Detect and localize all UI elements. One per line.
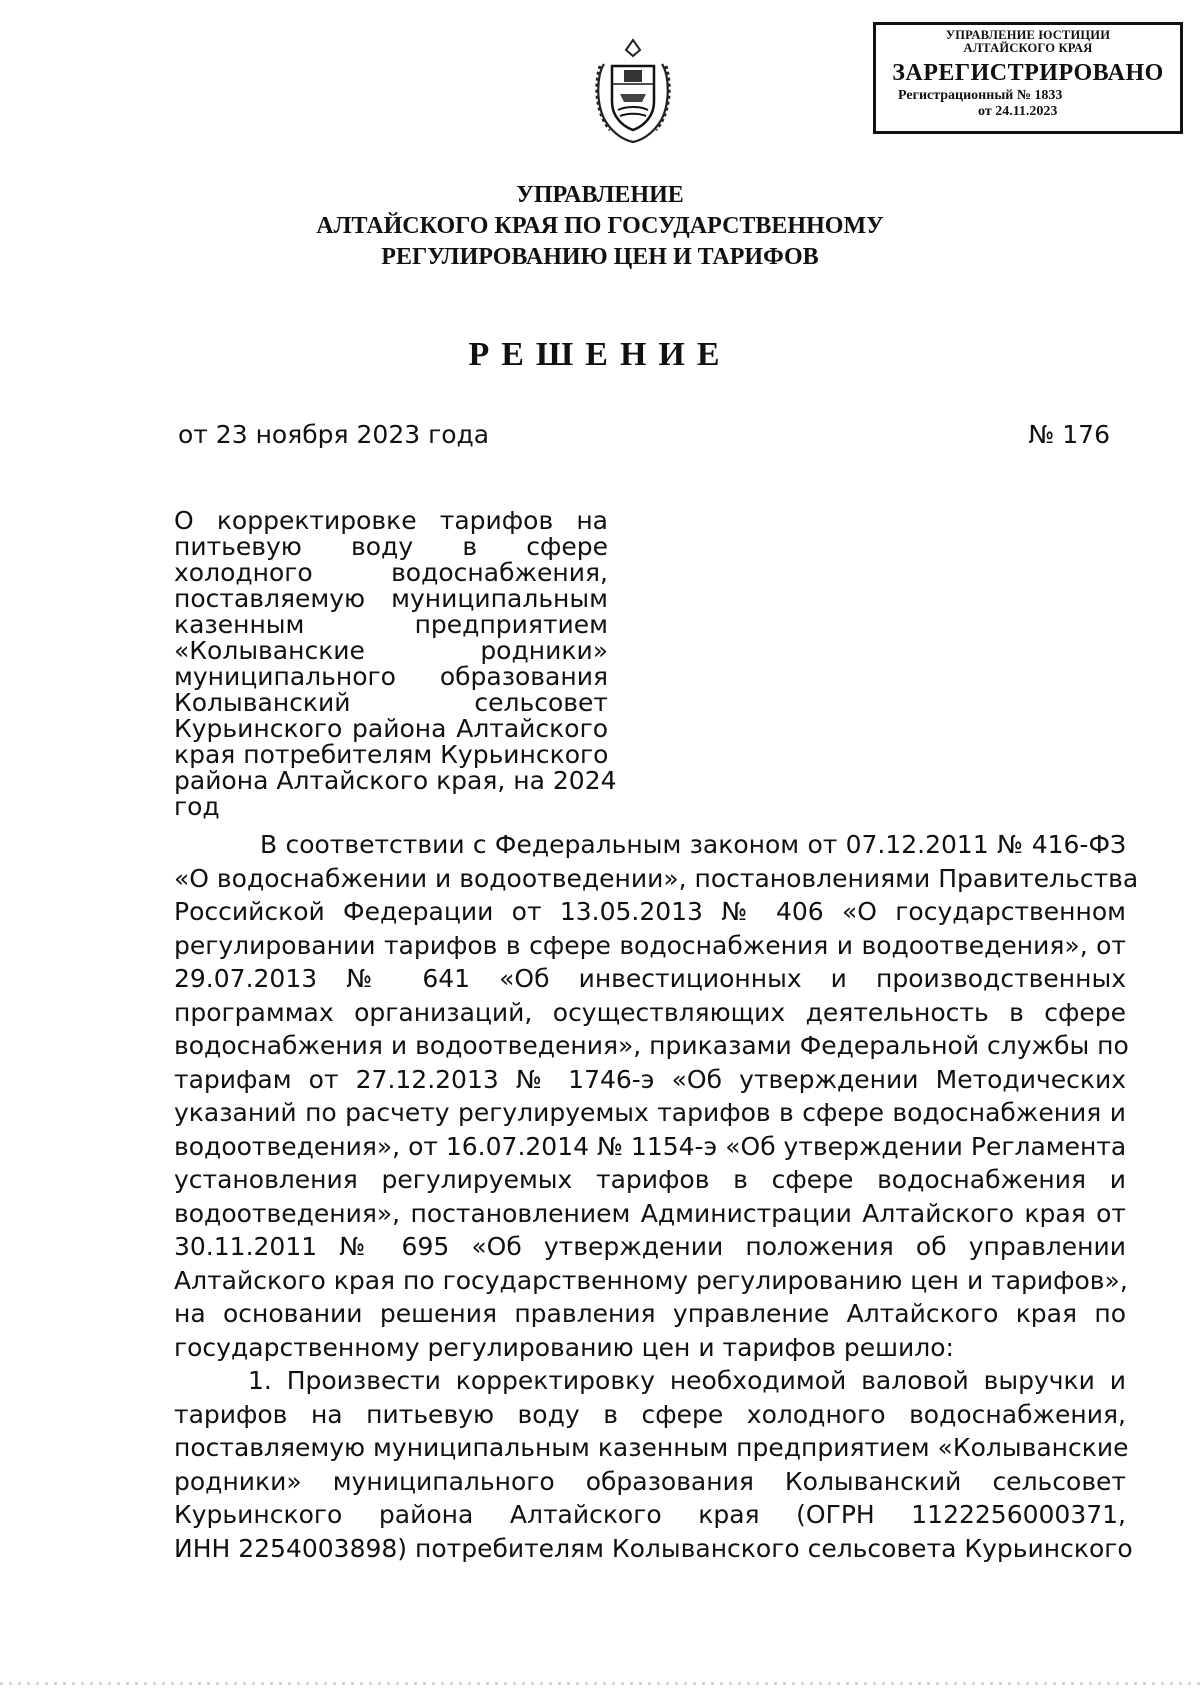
authority-name: [200, 180, 1000, 273]
body-line: родники» муниципального образования Колыванский сельсовет: [174, 1466, 1126, 1496]
subject-line: края потребителям Курьинского: [174, 740, 609, 769]
body-line: водоотведения», от 16.07.2014 № 1154-э «Об утверждении Регламента: [174, 1131, 1127, 1161]
body-line: тарифам от 27.12.2013 № 1746-э «Об утверждении Методических: [174, 1064, 1126, 1094]
body-line: «О водоснабжении и водоотведении», постановлениями Правительства: [174, 863, 1139, 893]
authority-line-3: РЕГУЛИРОВАНИЮ ЦЕН И ТАРИФОВ: [381, 244, 819, 270]
body-line: ИНН 2254003898) потребителям Колыванского сельсовета Курьинского: [174, 1533, 1133, 1563]
stamp-org-line-1: УПРАВЛЕНИЕ ЮСТИЦИИ: [945, 28, 1111, 42]
stamp-org-line-2: АЛТАЙСКОГО КРАЯ: [963, 41, 1093, 55]
subject-line: холодного водоснабжения,: [174, 558, 608, 587]
body-line: водоснабжения и водоотведения», приказами Федеральной службы по: [174, 1031, 1129, 1060]
body-line: 29.07.2013 № 641 «Об инвестиционных и производственных: [174, 964, 1126, 993]
stamp-title: ЗАРЕГИСТРИРОВАНО: [892, 60, 1164, 86]
subject-line: год: [174, 792, 220, 821]
subject-line: поставляемую муниципальным: [174, 584, 608, 613]
subject-line: «Колыванские родники»: [174, 636, 608, 665]
body-line: государственному регулированию цен и тарифов решило:: [174, 1332, 954, 1362]
body-line: поставляемую муниципальным казенным предприятием «Колыванские: [174, 1433, 1129, 1462]
registration-stamp: [873, 22, 1183, 134]
stamp-reg-number: Регистрационный № 1833: [898, 88, 1063, 103]
subject-line: О корректировке тарифов на: [174, 506, 608, 535]
subject-line: муниципального образования: [174, 662, 608, 691]
subject-line: района Алтайского края, на 2024: [174, 766, 617, 795]
coat-of-arms-emblem: [590, 36, 676, 146]
body-line: регулировании тарифов в сфере водоснабжения и водоотведения», от: [174, 930, 1126, 960]
body-line: Алтайского края по государственному регулированию цен и тарифов»,: [174, 1265, 1128, 1295]
document-number: № 176: [1028, 420, 1110, 449]
authority-line-1: УПРАВЛЕНИЕ: [516, 182, 684, 208]
subject-line: казенным предприятием: [174, 610, 608, 639]
document-type-heading: РЕШЕНИЕ: [468, 336, 732, 373]
body-line: указаний по расчету регулируемых тарифов в сфере водоснабжения и: [174, 1098, 1126, 1127]
document-body: [174, 828, 1139, 1565]
scan-edge-noise: [0, 1682, 1200, 1685]
document-date: от 23 ноября 2023 года: [178, 420, 490, 449]
subject-line: Курьинского района Алтайского: [174, 714, 608, 743]
subject-line: Колыванский сельсовет: [174, 688, 608, 717]
body-line: программах организаций, осуществляющих деятельность в сфере: [174, 997, 1126, 1027]
body-line: 1. Произвести корректировку необходимой валовой выручки и: [248, 1366, 1126, 1395]
subject-line: питьевую воду в сфере: [174, 532, 608, 561]
body-line: тарифов на питьевую воду в сфере холодного водоснабжения,: [174, 1399, 1126, 1429]
body-line: на основании решения правления управление Алтайского края по: [174, 1299, 1126, 1328]
body-line: В соответствии с Федеральным законом от 07.12.2011 № 416-ФЗ: [260, 830, 1126, 859]
authority-line-2: АЛТАЙСКОГО КРАЯ ПО ГОСУДАРСТВЕННОМУ: [316, 213, 884, 239]
body-line: Российской Федерации от 13.05.2013 № 406 «О государственном: [174, 897, 1126, 926]
body-line: установления регулируемых тарифов в сфере водоснабжения и: [174, 1165, 1126, 1194]
body-line: 30.11.2011 № 695 «Об утверждении положения об управлении: [174, 1232, 1126, 1261]
body-line: водоотведения», постановлением Администрации Алтайского края от: [174, 1198, 1126, 1228]
body-line: Курьинского района Алтайского края (ОГРН 1122256000371,: [174, 1500, 1126, 1529]
stamp-reg-date: от 24.11.2023: [978, 104, 1058, 119]
document-subject: [174, 506, 617, 821]
